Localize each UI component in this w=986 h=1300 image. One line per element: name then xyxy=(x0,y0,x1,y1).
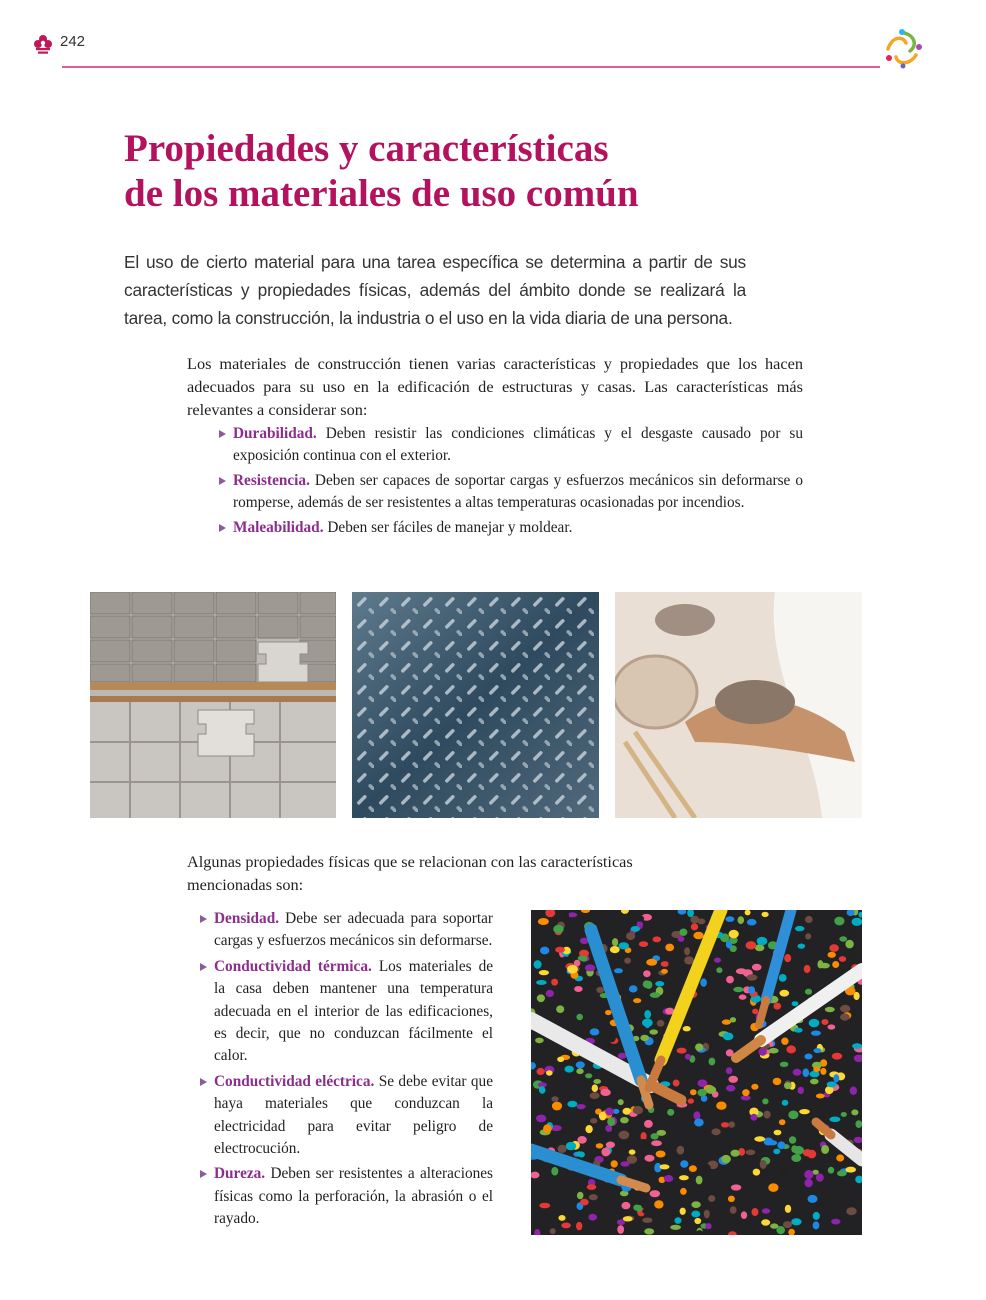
clay-hands-photo xyxy=(615,592,862,818)
list-item xyxy=(214,908,493,953)
term-label: Conductividad térmica. xyxy=(214,957,372,975)
term-description: Deben resistir las condiciones climáticas y el desgaste causado por su exposición continua con el exterior. xyxy=(233,425,804,464)
term-label: Dureza. xyxy=(214,1165,266,1183)
list-item xyxy=(233,517,803,539)
title-line-2: de los materiales de uso común xyxy=(124,172,639,215)
term-description: Deben ser capaces de soportar cargas y esfuerzos mecánicos sin deformarse o romperse, además de ser resistentes a altas temperaturas ocasionadas por incendios. xyxy=(233,472,803,511)
term-label: Resistencia. xyxy=(233,472,310,489)
list-item xyxy=(233,423,803,467)
section1-paragraph: Los materiales de construcción tienen varias características y propiedades que los hacen adecuados para su uso en la edificación de estructuras y casas. Las características más relevantes a considerar son: xyxy=(187,354,803,419)
term-label: Durabilidad. xyxy=(233,425,317,442)
term-description: Los materiales de la casa deben mantener una temperatura adecuada en el interior de las edificaciones, es decir, que no conduzcan fácilmente el calor. xyxy=(214,957,494,1065)
term-description: Se debe evitar que haya materiales que conduzcan la electricidad para evitar peligro de electrocución. xyxy=(214,1072,493,1158)
page-number: 242 xyxy=(60,33,86,50)
electric-cables-photo xyxy=(531,910,862,1235)
term-description: Debe ser adecuada para soportar cargas y esfuerzos mecánicos sin deformarse. xyxy=(214,910,494,950)
section2-paragraph: Algunas propiedades físicas que se relacionan con las características mencionadas son: xyxy=(187,852,633,894)
concrete-bricks-photo xyxy=(90,592,336,818)
page-title xyxy=(124,126,844,216)
bullet-arrow-icon xyxy=(219,524,226,532)
intro-paragraph: El uso de cierto material para una tarea específica se determina a partir de sus características y propiedades físicas, además del ámbito donde se realizará la tarea, como la construcción, la industria o el uso en la vida diaria de una persona. xyxy=(124,252,746,328)
list-item xyxy=(214,1071,493,1161)
term-description: Deben ser fáciles de manejar y moldear. xyxy=(327,519,573,536)
title-line-1: Propiedades y características xyxy=(124,127,609,170)
list-item xyxy=(233,470,803,514)
header-rule xyxy=(62,66,880,68)
flower-icon xyxy=(33,33,53,55)
list-item xyxy=(214,1163,493,1230)
bullet-arrow-icon xyxy=(200,1078,207,1086)
bullet-arrow-icon xyxy=(219,477,226,485)
bullet-arrow-icon xyxy=(200,963,207,971)
bullet-arrow-icon xyxy=(200,1170,207,1178)
term-label: Maleabilidad. xyxy=(233,519,324,536)
physical-properties-list xyxy=(214,908,493,1234)
list-item xyxy=(214,956,493,1068)
metal-plate-photo xyxy=(352,592,599,818)
term-label: Conductividad eléctrica. xyxy=(214,1072,375,1090)
term-description: Deben ser resistentes a alteraciones físicas como la perforación, la abrasión o el rayado. xyxy=(214,1165,493,1228)
term-label: Densidad. xyxy=(214,910,280,927)
bullet-arrow-icon xyxy=(219,430,226,438)
bullet-arrow-icon xyxy=(200,915,207,923)
characteristics-list xyxy=(233,423,803,542)
logo-icon xyxy=(880,25,926,71)
